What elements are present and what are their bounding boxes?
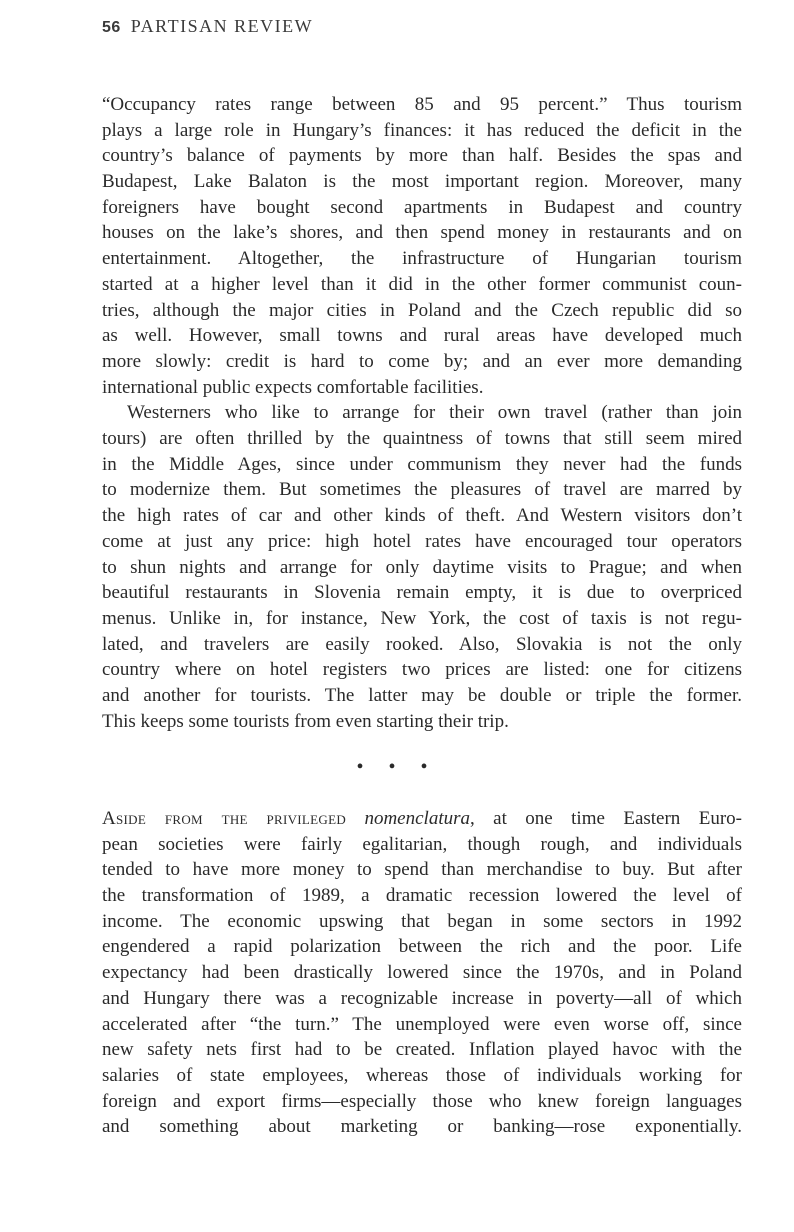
text-line: tries, although the major cities in Poland and the Czech republic did so (102, 299, 742, 321)
text-line: pean societies were fairly egalitarian, though rough, and individuals (102, 833, 742, 855)
text-line: This keeps some tourists from even starting their trip. (102, 710, 509, 732)
paragraph-2 (102, 400, 742, 734)
text-line: menus. Unlike in, for instance, New York, the cost of taxis is not regu- (102, 607, 742, 629)
text-line: in the Middle Ages, since under communism they never had the funds (102, 453, 742, 475)
italic-term: nomenclatura (364, 808, 470, 829)
running-head (102, 16, 313, 37)
text-line: as well. However, small towns and rural areas have developed much (102, 325, 742, 347)
text-line: plays a large role in Hungary’s finances: it has reduced the deficit in the (102, 119, 742, 141)
text-line: houses on the lake’s shores, and then spend money in restaurants and on (102, 222, 742, 244)
text-line: and Hungary there was a recognizable increase in poverty—all of which (102, 987, 742, 1009)
opening-rest: , at one time Eastern Euro- (470, 808, 742, 829)
section-break-ornament: • • • (356, 756, 438, 778)
text-line: engendered a rapid polarization between the rich and the poor. Life (102, 936, 742, 958)
text-line: and something about marketing or banking—rose exponentially. (102, 1116, 742, 1138)
text-line: income. The economic upswing that began in some sectors in 1992 (102, 910, 742, 932)
text-line: lated, and travelers are easily rooked. Also, Slovakia is not the only (102, 633, 742, 655)
text-line: tended to have more money to spend than merchandise to buy. But after (102, 859, 742, 881)
text-line: Westerners who like to arrange for their own travel (rather than join (127, 402, 742, 424)
text-line: international public expects comfortable facilities. (102, 376, 484, 398)
text-line: entertainment. Altogether, the infrastructure of Hungarian tourism (102, 248, 742, 270)
small-caps-opening: Aside from the privileged (102, 808, 347, 829)
text-line: expectancy had been drastically lowered since the 1970s, and in Poland (102, 962, 742, 984)
text-line: salaries of state employees, whereas those of individuals working for (102, 1064, 742, 1086)
text-line: to shun nights and arrange for only daytime visits to Prague; and when (102, 556, 742, 578)
text-line: more slowly: credit is hard to come by; and an ever more demanding (102, 350, 742, 372)
text-line: and another for tourists. The latter may be double or triple the former. (102, 684, 742, 706)
text-line: foreigners have bought second apartments in Budapest and country (102, 196, 742, 218)
text-line: started at a higher level than it did in the other former communist coun- (102, 273, 742, 295)
journal-title: PARTISAN REVIEW (130, 16, 314, 36)
text-line: beautiful restaurants in Slovenia remain empty, it is due to overpriced (102, 582, 742, 604)
text-line-opening (102, 806, 742, 832)
paragraph-1 (102, 92, 742, 400)
text-line: the high rates of car and other kinds of theft. And Western visitors don’t (102, 505, 742, 527)
text-line: to modernize them. But sometimes the pleasures of travel are marred by (102, 479, 742, 501)
text-line: foreign and export firms—especially those who knew foreign languages (102, 1090, 742, 1112)
page-number: 56 (102, 19, 121, 36)
text-line: country’s balance of payments by more than half. Besides the spas and (102, 145, 742, 167)
text-line: Budapest, Lake Balaton is the most important region. Moreover, many (102, 171, 742, 193)
text-line: the transformation of 1989, a dramatic recession lowered the level of (102, 885, 742, 907)
text-line: tours) are often thrilled by the quaintness of towns that still seem mired (102, 428, 742, 450)
paragraph-3 (102, 806, 742, 1140)
text-line: new safety nets first had to be created. Inflation played havoc with the (102, 1039, 742, 1061)
text-line: “Occupancy rates range between 85 and 95 percent.” Thus tourism (102, 94, 742, 115)
text-line: accelerated after “the turn.” The unemployed were even worse off, since (102, 1013, 742, 1035)
text-line: country where on hotel registers two prices are listed: one for citizens (102, 659, 742, 681)
text-line: come at just any price: high hotel rates have encouraged tour operators (102, 530, 742, 552)
